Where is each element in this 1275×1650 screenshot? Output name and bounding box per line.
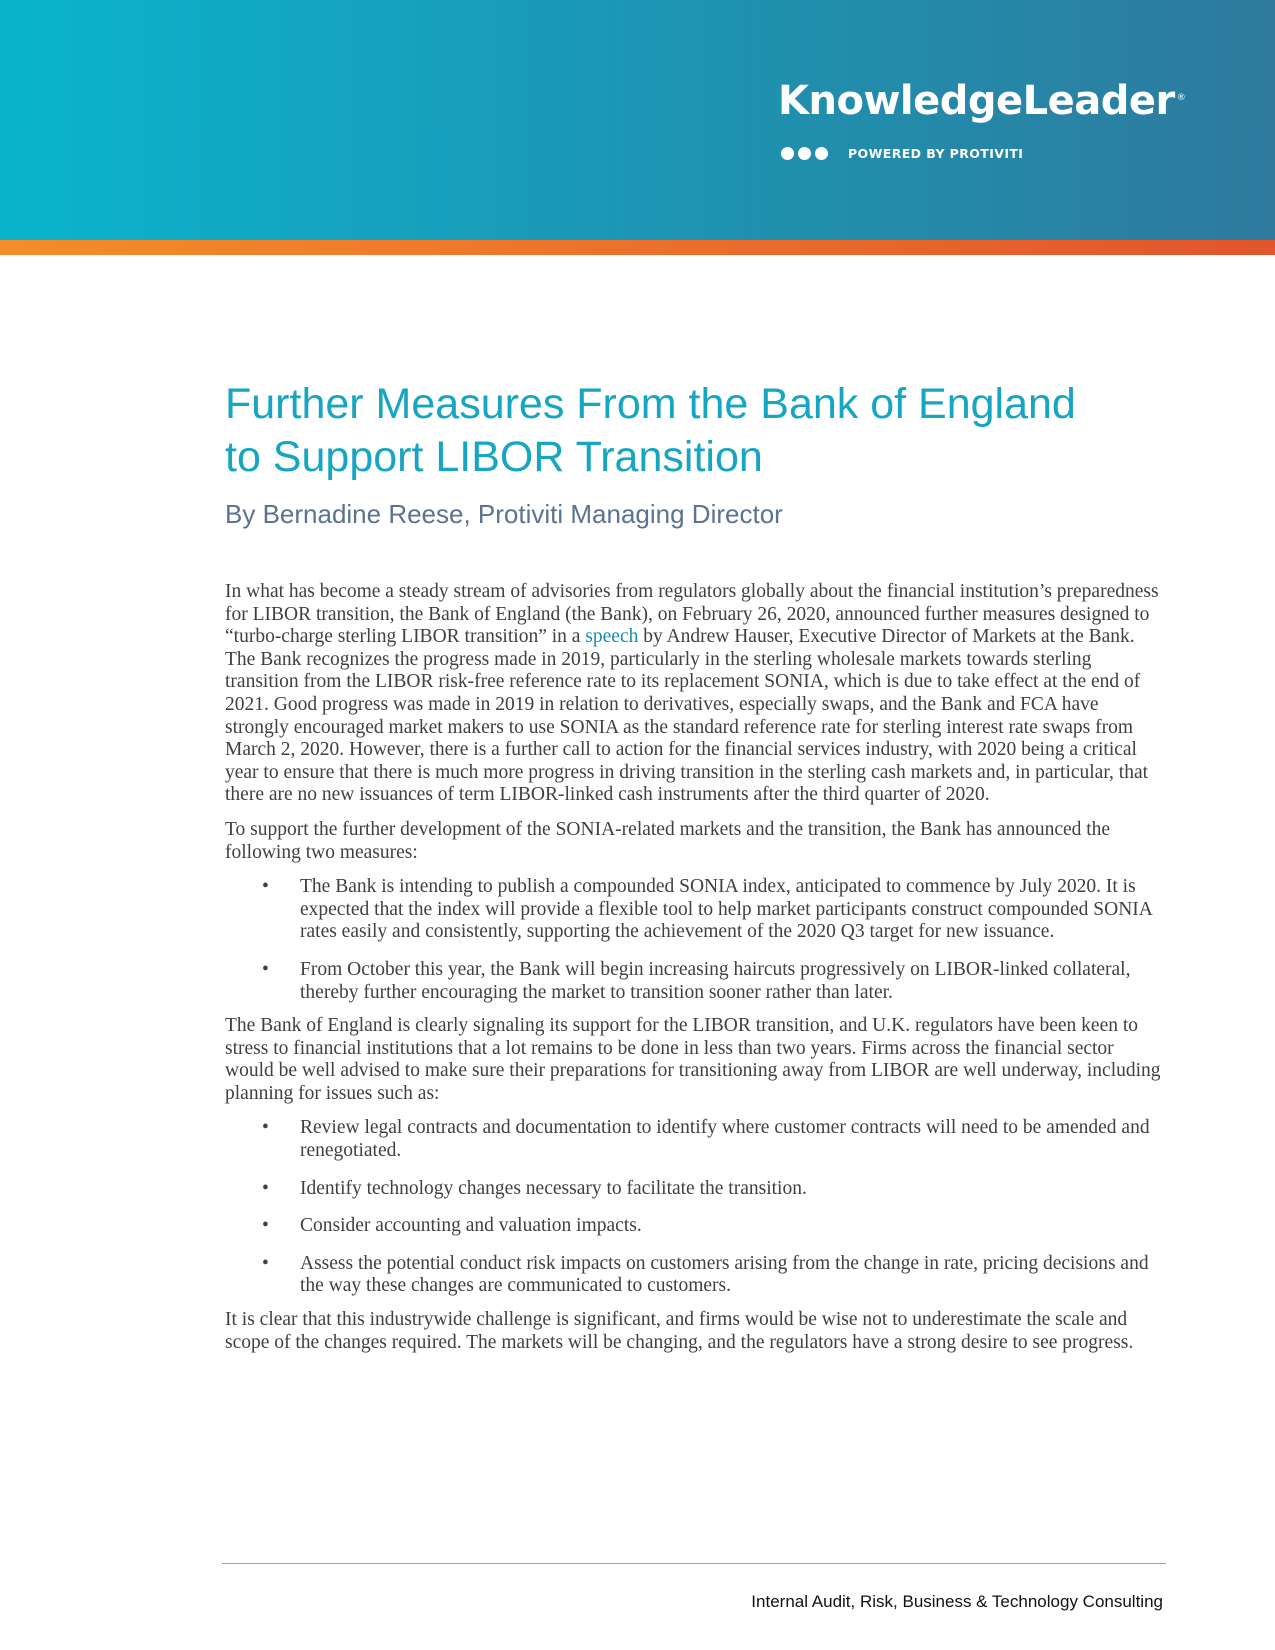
brand-tagline: POWERED BY PROTIVITI <box>848 146 1024 161</box>
registered-mark: ® <box>1176 92 1186 103</box>
list-item-text: Review legal contracts and documentation to identify where customer contracts will need to be amended and renegotiated. <box>300 1117 1150 1162</box>
footer-tagline: Internal Audit, Risk, Business & Technology Consulting <box>751 1592 1163 1611</box>
byline: By Bernadine Reese, Protiviti Managing Director <box>225 499 783 529</box>
title-line-2: to Support LIBOR Transition <box>225 433 763 481</box>
dot <box>798 147 811 160</box>
bullet-icon: • <box>262 1177 269 1199</box>
list-item-text: Assess the potential conduct risk impacts on customers arising from the change in rate, pricing decisions and the way these changes are communicated to customers. <box>300 1252 1149 1297</box>
paragraph-measures-intro: To support the further development of the SONIA-related markets and the transition, the Bank has announced the following two measures: <box>225 818 1111 863</box>
list-item-text: The Bank is intending to publish a compounded SONIA index, anticipated to commence by July 2020. It is expected that the index will provide a flexible tool to help market participants construct compounded SONIA rates easily and consistently, supporting the achievement of the 2020 Q3 target for new issuance. <box>300 876 1152 943</box>
bullet-icon: • <box>262 1117 269 1139</box>
speech-link[interactable]: speech <box>585 626 639 648</box>
intro-text-before-link: In what has become a steady stream of advisories from regulators globally about the financial institution’s preparedness for LIBOR transition, the Bank of England (the Bank), on February 26, 2020, announced further measures designed to “turbo-charge sterling LIBOR transition” in a <box>225 581 1159 648</box>
article-body <box>225 581 1165 1366</box>
list-item-text: From October this year, the Bank will begin increasing haircuts progressively on LIBOR-linked collateral, thereby further encouraging the market to transition sooner rather than later. <box>300 958 1131 1003</box>
list-item <box>225 1117 1165 1162</box>
bullet-icon: • <box>262 958 269 980</box>
header-banner <box>0 0 1275 240</box>
paragraph-intro <box>225 581 1165 807</box>
intro-text-after-link: by Andrew Hauser, Executive Director of Markets at the Bank. The Bank recognizes the progress made in 2019, particularly in the sterling wholesale markets towards sterling transition from the LIBOR risk-free reference rate to its replacement SONIA, which is due to take effect at the end of 2021. Good progress was made in 2019 in relation to derivatives, especially swaps, and the Bank and FCA have strongly encouraged market makers to use SONIA as the standard reference rate for sterling interest rate swaps from March 2, 2020. However, there is a further call to action for the financial services industry, with 2020 being a critical year to ensure that there is much more progress in driving transition in the sterling cash markets and, in particular, that there are no new issuances of term LIBOR-linked cash instruments after the third quarter of 2020. <box>225 626 1149 806</box>
title-line-1: Further Measures From the Bank of England <box>225 380 1076 428</box>
list-item-text: Identify technology changes necessary to facilitate the transition. <box>300 1177 807 1199</box>
three-dots-icon <box>781 147 828 160</box>
brand-logo <box>778 78 1185 124</box>
list-item-text: Consider accounting and valuation impacts. <box>300 1215 642 1237</box>
list-item <box>225 1215 1165 1238</box>
brand-name: KnowledgeLeader <box>778 78 1175 124</box>
list-item <box>225 959 1165 1004</box>
list-item <box>225 876 1165 944</box>
paragraph-support: The Bank of England is clearly signaling its support for the LIBOR transition, and U.K. regulators have been keen to stress to financial institutions that a lot remains to be done in less than two years. Firms across the financial sector would be well advised to make sure their preparations for transitioning away from LIBOR are well underway, including planning for issues such as: <box>225 1015 1161 1104</box>
issues-list <box>225 1117 1165 1298</box>
measures-list <box>225 876 1165 1004</box>
list-item <box>225 1253 1165 1298</box>
bullet-icon: • <box>262 876 269 898</box>
footer-divider <box>222 1563 1166 1564</box>
dot <box>781 147 794 160</box>
bullet-icon: • <box>262 1215 269 1237</box>
accent-bar <box>0 240 1275 255</box>
list-item <box>225 1178 1165 1201</box>
bullet-icon: • <box>262 1252 269 1274</box>
paragraph-conclusion: It is clear that this industrywide challenge is significant, and firms would be wise not to underestimate the scale and scope of the changes required. The markets will be changing, and the regulators have a strong desire to see progress. <box>225 1309 1134 1353</box>
page-title <box>225 378 1225 484</box>
dot <box>815 147 828 160</box>
